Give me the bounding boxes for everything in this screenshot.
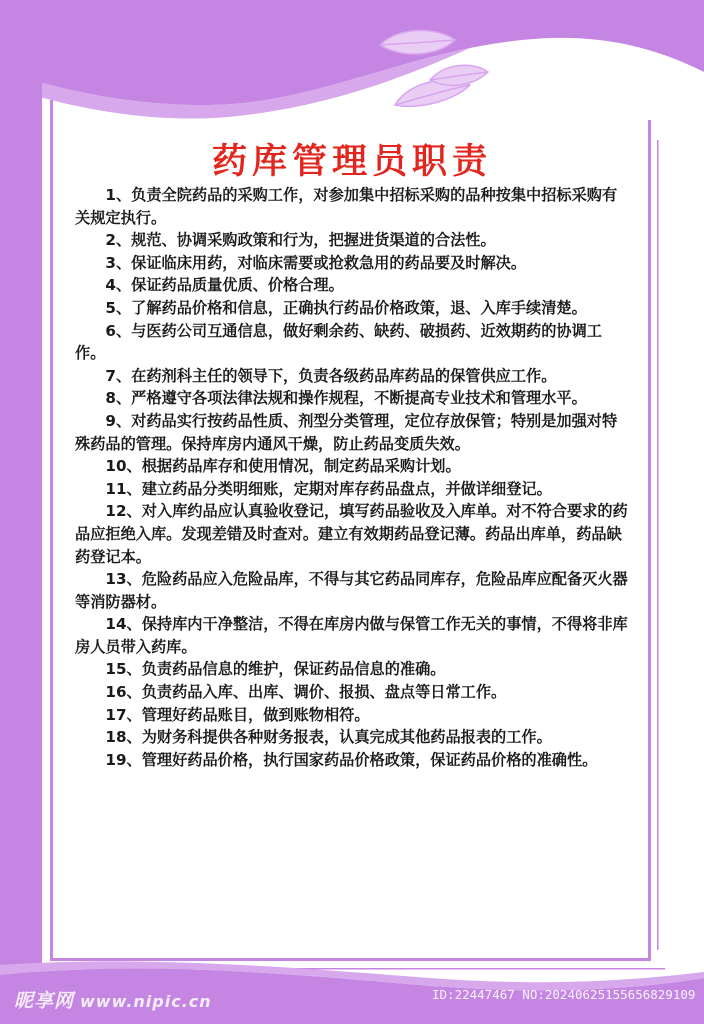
- list-item: 6、与医药公司互通信息，做好剩余药、缺药、破损药、近效期药的协调工作。: [75, 321, 602, 363]
- left-frame-line: [50, 100, 53, 960]
- right-frame-line-thin: [657, 140, 659, 950]
- list-item: 13、危险药品应入危险品库，不得与其它药品同库存，危险品库应配备灭火器等消防器材。: [75, 570, 628, 611]
- list-item: 9、对药品实行按药品性质、剂型分类管理，定位存放保管；特别是加强对特殊药品的管理。保持库房内通风干燥，防止药品变质失效。: [75, 411, 618, 453]
- list-item: 15、负责药品信息的维护，保证药品信息的准确。: [105, 660, 446, 679]
- list-item: 7、在药剂科主任的领导下，负责各级药品库药品的保管供应工作。: [105, 366, 557, 385]
- right-frame-line: [648, 120, 651, 960]
- list-item: 11、建立药品分类明细账，定期对库存药品盘点，并做详细登记。: [105, 479, 552, 498]
- bottom-frame-line: [50, 958, 651, 961]
- list-item: 1、负责全院药品的采购工作，对参加集中招标采购的品种按集中招标采购有关规定执行。: [75, 186, 618, 227]
- list-item: 4、保证药品质量优质、价格合理。: [105, 276, 344, 295]
- duty-list: [75, 184, 631, 771]
- list-item: 2、规范、协调采购政策和行为，把握进货渠道的合法性。: [105, 231, 496, 250]
- list-item: 19、管理好药品价格，执行国家药品价格政策，保证药品价格的准确性。: [105, 750, 598, 769]
- list-item: 12、对入库约品应认真验收登记，填写药品验收及入库单。对不符合要求的药品应拒绝入库。发现差错及时查对。建立有效期药品登记薄。药品出库单，药品缺药登记本。: [75, 502, 628, 566]
- list-item: 16、负责药品入库、出库、调价、报损、盘点等日常工作。: [105, 683, 507, 702]
- watermark-url: www.nipic.cn: [80, 992, 212, 1011]
- watermark-brand-name: 昵享网: [14, 990, 75, 1012]
- list-item: 14、保持库内干净整洁，不得在库房内做与保管工作无关的事情，不得将非库房人员带入药库。: [75, 615, 628, 656]
- list-item: 8、严格遵守各项法律法规和操作规程，不断提高专业技术和管理水平。: [105, 389, 587, 408]
- list-item: 18、为财务科提供各种财务报表，认真完成其他药品报表的工作。: [105, 728, 552, 747]
- list-item: 10、根据药品库存和使用情况，制定药品采购计划。: [105, 457, 461, 476]
- list-item: 5、了解药品价格和信息，正确执行药品价格政策，退、入库手续清楚。: [105, 298, 587, 317]
- list-item: 3、保证临床用药，对临床需要或抢救急用的药品要及时解决。: [105, 253, 527, 272]
- watermark-id: ID:22447467 NO:20240625155656829109: [432, 987, 696, 1002]
- left-band: [0, 60, 42, 1024]
- page-title: 药库管理员职责: [211, 142, 492, 182]
- watermark-brand: [14, 986, 212, 1013]
- list-item: 17、管理好药品账目，做到账物相符。: [105, 705, 370, 724]
